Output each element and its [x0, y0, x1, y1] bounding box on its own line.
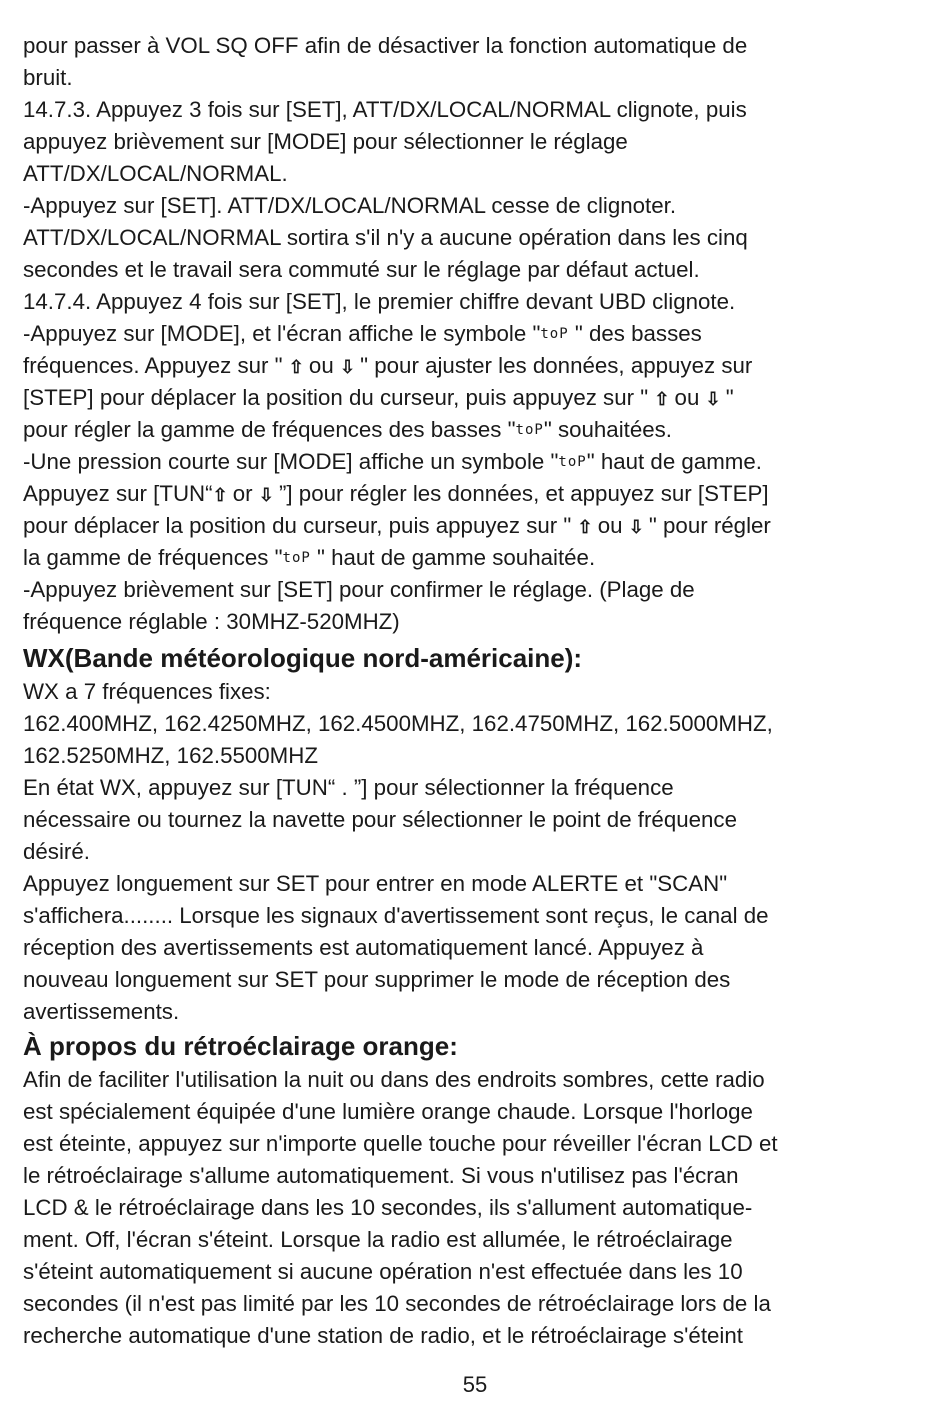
page-number: 55 [462, 1372, 488, 1397]
text-line: En état WX, appuyez sur [TUN“ . ”] pour sélectionner la fréquence [23, 775, 674, 800]
section-heading-wx: WX(Bande météorologique nord-américaine): [23, 643, 583, 673]
text-segment: " pour ajuster les données, appuyez sur [353, 353, 753, 378]
down-arrow-icon: ⇩ [339, 357, 356, 377]
text-line: -Appuyez sur [SET]. ATT/DX/LOCAL/NORMAL cesse de clignoter. [23, 193, 677, 218]
up-arrow-icon: ⇧ [212, 485, 228, 505]
text-line: pour passer à VOL SQ OFF afin de désactiver la fonction automatique de [23, 33, 748, 58]
text-line: LCD & le rétroéclairage dans les 10 secondes, ils s'allument automatique- [23, 1195, 753, 1220]
text-line: 14.7.3. Appuyez 3 fois sur [SET], ATT/DX/LOCAL/NORMAL clignote, puis [23, 97, 747, 122]
text-line: le rétroéclairage s'allume automatiquement. Si vous n'utilisez pas l'écran [23, 1163, 739, 1188]
text-line: fréquence réglable : 30MHZ-520MHZ) [23, 609, 400, 634]
text-line [23, 542, 928, 574]
text-line [23, 350, 928, 382]
text-line: réception des avertissements est automatiquement lancé. Appuyez à [23, 935, 704, 960]
text-line: secondes (il n'est pas limité par les 10 secondes de rétroéclairage lors de la [23, 1291, 771, 1316]
paragraph-wx [23, 676, 928, 1028]
text-line: ment. Off, l'écran s'éteint. Lorsque la radio est allumée, le rétroéclairage [23, 1227, 733, 1252]
text-line: s'affichera........ Lorsque les signaux d'avertissement sont reçus, le canal de [23, 903, 769, 928]
text-line: 162.400MHZ, 162.4250MHZ, 162.4500MHZ, 162.4750MHZ, 162.5000MHZ, [23, 711, 773, 736]
text-line [23, 318, 928, 350]
text-line: nécessaire ou tournez la navette pour sélectionner le point de fréquence [23, 807, 737, 832]
text-line [23, 446, 928, 478]
text-line [23, 382, 928, 414]
paragraph-backlight [23, 1064, 928, 1352]
text-line: recherche automatique d'une station de radio, et le rétroéclairage s'éteint [23, 1323, 743, 1348]
lcd-top-icon: toP [515, 422, 544, 438]
down-arrow-icon: ⇩ [705, 389, 721, 409]
text-line [23, 414, 928, 446]
text-segment: " pour régler [642, 513, 771, 538]
text-line: désiré. [23, 839, 90, 864]
up-arrow-icon: ⇧ [654, 389, 670, 409]
text-segment: ou [668, 385, 706, 410]
text-line: nouveau longuement sur SET pour supprimer le mode de réception des [23, 967, 731, 992]
text-segment: la gamme de fréquences " [23, 545, 283, 570]
text-segment: Appuyez sur [TUN“ [23, 481, 213, 506]
text-segment: [STEP] pour déplacer la position du curseur, puis appuyez sur " [23, 385, 655, 410]
text-line: est éteinte, appuyez sur n'importe quelle touche pour réveiller l'écran LCD et [23, 1131, 778, 1156]
text-segment: -Appuyez sur [MODE], et l'écran affiche le symbole " [23, 321, 541, 346]
text-line: secondes et le travail sera commuté sur le réglage par défaut actuel. [23, 257, 700, 282]
text-line [23, 510, 928, 542]
lcd-top-icon: toP [282, 550, 311, 566]
paragraph-intro [23, 30, 928, 318]
text-segment: " [719, 385, 734, 410]
text-segment: ”] pour régler les données, et appuyez sur [STEP] [272, 481, 769, 506]
text-segment: fréquences. Appuyez sur " [23, 353, 289, 378]
text-line: WX a 7 fréquences fixes: [23, 679, 271, 704]
manual-page [23, 30, 928, 1352]
section-heading-backlight: À propos du rétroéclairage orange: [23, 1031, 458, 1061]
text-line: Appuyez longuement sur SET pour entrer en mode ALERTE et "SCAN" [23, 871, 728, 896]
text-line: est spécialement équipée d'une lumière orange chaude. Lorsque l'horloge [23, 1099, 753, 1124]
text-line: Afin de faciliter l'utilisation la nuit ou dans des endroits sombres, cette radio [23, 1067, 765, 1092]
lcd-top-icon: toP [540, 326, 569, 342]
down-arrow-icon: ⇩ [628, 517, 644, 537]
text-line: ATT/DX/LOCAL/NORMAL sortira s'il n'y a aucune opération dans les cinq [23, 225, 748, 250]
down-arrow-icon: ⇩ [258, 485, 274, 505]
text-segment: ou [591, 513, 629, 538]
paragraph-frequency-range [23, 318, 928, 638]
text-line: avertissements. [23, 999, 180, 1024]
text-segment: pour déplacer la position du curseur, puis appuyez sur " [23, 513, 578, 538]
text-line [23, 478, 928, 510]
text-line: s'éteint automatiquement si aucune opération n'est effectuée dans les 10 [23, 1259, 743, 1284]
text-line: 14.7.4. Appuyez 4 fois sur [SET], le premier chiffre devant UBD clignote. [23, 289, 736, 314]
text-line: bruit. [23, 65, 73, 90]
text-line: appuyez brièvement sur [MODE] pour sélectionner le réglage [23, 129, 628, 154]
text-segment: " haut de gamme souhaitée. [310, 545, 596, 570]
text-segment: ou [302, 353, 340, 378]
text-line: ATT/DX/LOCAL/NORMAL. [23, 161, 288, 186]
text-line: 162.5250MHZ, 162.5500MHZ [23, 743, 318, 768]
lcd-top-icon: toP [558, 454, 587, 470]
text-segment: -Une pression courte sur [MODE] affiche un symbole " [23, 449, 559, 474]
up-arrow-icon: ⇧ [288, 357, 304, 377]
text-segment: pour régler la gamme de fréquences des basses " [23, 417, 516, 442]
text-segment: " haut de gamme. [586, 449, 762, 474]
text-segment: or [226, 481, 259, 506]
text-segment: " souhaitées. [543, 417, 672, 442]
text-segment: " des basses [568, 321, 702, 346]
text-line: -Appuyez brièvement sur [SET] pour confirmer le réglage. (Plage de [23, 577, 695, 602]
up-arrow-icon: ⇧ [577, 517, 593, 537]
